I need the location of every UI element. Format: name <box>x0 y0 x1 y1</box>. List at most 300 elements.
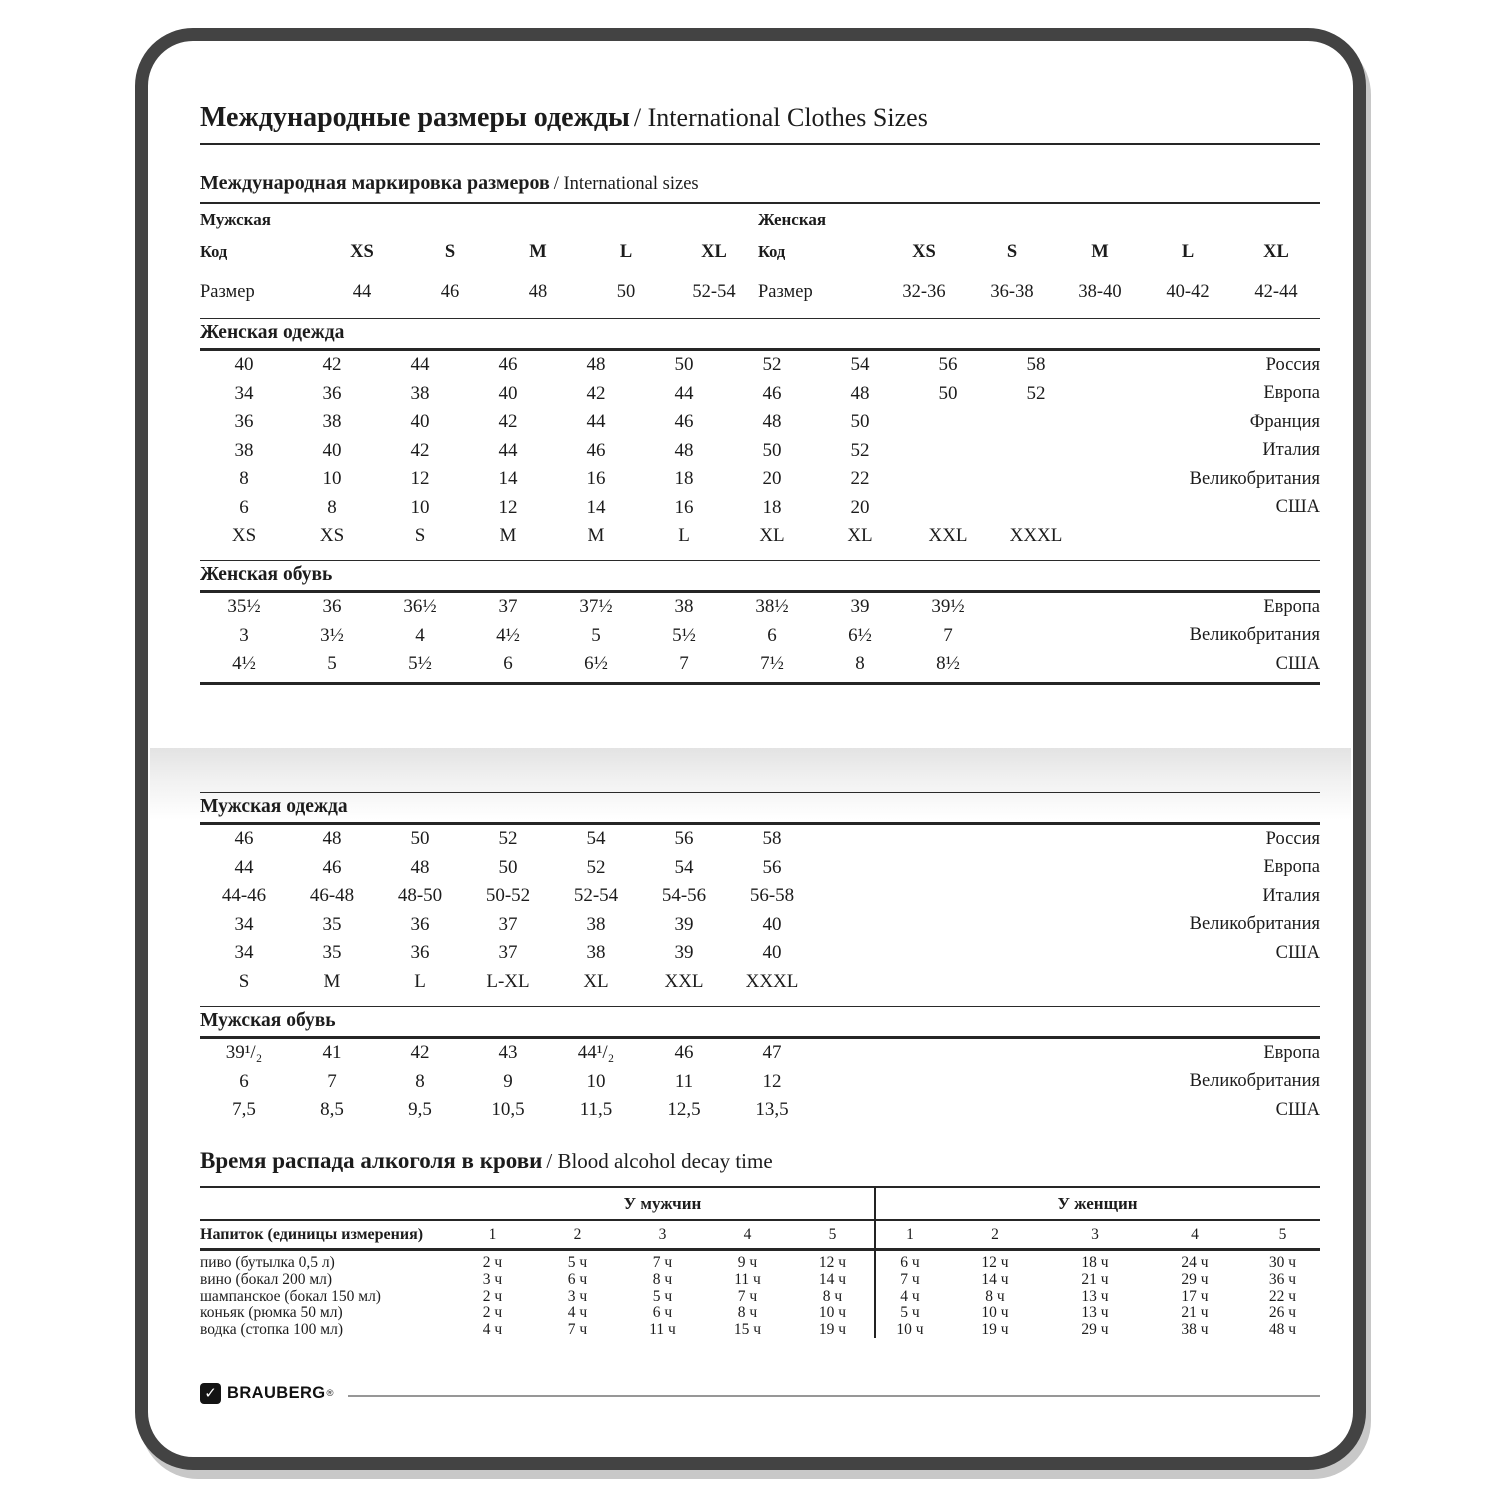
hours-cell: 7 ч <box>567 1321 588 1339</box>
hours-cell: 21 ч <box>1081 1270 1109 1288</box>
hours-cell: 26 ч <box>1268 1304 1297 1322</box>
table-row <box>200 939 1320 968</box>
size-cell: 54 <box>586 828 606 850</box>
size-code-cell: XL <box>701 241 727 262</box>
size-value-cell: 50 <box>616 281 636 302</box>
hours-cell: 3 ч <box>567 1287 588 1305</box>
size-value-cell: 38-40 <box>1078 281 1122 302</box>
size-cell: 46 <box>322 856 342 878</box>
hours-cell: 11 ч <box>649 1321 676 1339</box>
country-label: Франция <box>1249 411 1320 432</box>
hours-cell: 4 ч <box>900 1287 920 1305</box>
size-value-cell: 46 <box>440 281 460 302</box>
size-cell: 7½ <box>760 653 784 675</box>
drink-label: шампанское (бокал 150 мл) <box>200 1287 381 1305</box>
size-cell: 50 <box>938 382 958 404</box>
size-cell: 20 <box>762 468 782 490</box>
size-cell: 16 <box>586 468 606 490</box>
hours-cell: 6 ч <box>900 1254 920 1271</box>
hours-cell: 29 ч <box>1081 1321 1109 1339</box>
size-cell: 40 <box>322 439 342 461</box>
size-cell: 39 <box>674 913 694 935</box>
men-shoes-table <box>200 1039 1320 1125</box>
hours-cell: 3 ч <box>482 1270 503 1288</box>
size-cell: 7 <box>943 624 953 646</box>
table-row <box>200 351 1320 380</box>
country-label: Великобритания <box>1189 625 1320 646</box>
size-cell: 50 <box>498 856 518 878</box>
size-cell: 36 <box>410 913 430 935</box>
hours-cell: 10 ч <box>896 1321 924 1339</box>
size-cell: 50 <box>674 354 694 376</box>
count-header: 4 <box>1191 1225 1199 1243</box>
size-cell: XS <box>319 525 345 547</box>
size-cell: 56 <box>674 828 694 850</box>
table-row <box>200 494 1320 523</box>
size-cell: 12,5 <box>667 1099 701 1121</box>
size-cell: 37 <box>498 913 518 935</box>
size-cell: 36 <box>322 382 342 404</box>
brauberg-check-icon: ✓ <box>200 1383 221 1404</box>
size-cell: 35½ <box>227 596 261 618</box>
size-cell: 38 <box>410 382 430 404</box>
hours-cell: 4 ч <box>482 1321 503 1339</box>
size-cell: 40 <box>762 942 782 964</box>
size-cell: XXL <box>664 970 704 992</box>
code-row-label: Код <box>200 242 228 261</box>
size-cell: 46 <box>674 411 694 433</box>
page-content <box>200 0 1320 1500</box>
size-code-cell: M <box>1091 241 1109 262</box>
country-label: США <box>1275 1099 1320 1120</box>
size-cell: 18 <box>762 496 782 518</box>
country-label: Великобритания <box>1189 914 1320 935</box>
count-header: 3 <box>658 1225 667 1243</box>
drink-column-header: Напиток (единицы измерения) <box>200 1225 424 1243</box>
size-cell: 58 <box>1026 354 1046 376</box>
men-group-label: Мужская <box>200 210 271 229</box>
section-title-marking <box>200 172 1320 204</box>
women-group-header: У женщин <box>1057 1193 1138 1213</box>
size-cell: 3 <box>239 624 249 646</box>
table-row <box>200 1288 1320 1305</box>
size-cell: 8 <box>415 1070 425 1092</box>
hours-cell: 7 ч <box>737 1287 758 1305</box>
count-header: 5 <box>1278 1225 1287 1243</box>
size-code-cell: XL <box>1263 241 1289 262</box>
size-cell: 56 <box>938 354 958 376</box>
size-cell: XL <box>847 525 873 547</box>
table-row <box>200 968 1320 997</box>
size-cell: 6 <box>239 496 249 518</box>
size-cell: 6½ <box>584 653 608 675</box>
hours-cell: 29 ч <box>1181 1270 1209 1288</box>
size-cell: 58 <box>762 828 782 850</box>
size-cell: 44 <box>586 411 606 433</box>
size-value-cell: 40-42 <box>1166 281 1210 302</box>
country-label: США <box>1275 942 1320 963</box>
drink-label: коньяк (рюмка 50 мл) <box>200 1304 343 1322</box>
size-cell: 39 <box>674 942 694 964</box>
size-code-cell: S <box>1006 241 1018 262</box>
size-cell: 8½ <box>936 653 960 675</box>
size-cell: 38 <box>234 439 254 461</box>
size-cell: 46 <box>762 382 782 404</box>
alcohol-group-header-row <box>200 1188 1320 1219</box>
hours-cell: 9 ч <box>737 1254 758 1271</box>
count-header: 2 <box>991 1225 999 1243</box>
size-cell: 46 <box>586 439 606 461</box>
size-cell: 39 <box>850 596 870 618</box>
hours-cell: 38 ч <box>1181 1321 1209 1339</box>
page-title <box>200 102 1320 145</box>
size-cell: 12 <box>410 468 430 490</box>
alcohol-title-ru: Время распада алкоголя в крови <box>200 1148 543 1173</box>
size-cell: 36½ <box>403 596 437 618</box>
hours-cell: 12 ч <box>981 1254 1009 1271</box>
hours-cell: 14 ч <box>818 1270 847 1288</box>
hours-cell: 17 ч <box>1181 1287 1209 1305</box>
men-shoes-section <box>200 1006 1320 1125</box>
size-cell: M <box>499 525 517 547</box>
size-cell: S <box>414 525 426 547</box>
size-cell: XL <box>583 970 609 992</box>
country-label: Европа <box>1263 383 1320 404</box>
count-header: 1 <box>906 1225 914 1243</box>
size-cell: 52 <box>586 856 606 878</box>
size-cell: 38 <box>322 411 342 433</box>
size-cell: 6 <box>767 624 777 646</box>
alcohol-title-en: / Blood alcohol decay time <box>546 1149 773 1173</box>
table-row <box>200 437 1320 466</box>
size-cell: 37 <box>498 942 518 964</box>
size-cell: 52 <box>762 354 782 376</box>
size-cell: 5 <box>327 653 337 675</box>
size-cell: 48-50 <box>397 885 443 907</box>
size-cell: 8 <box>239 468 249 490</box>
size-cell: 46 <box>674 1042 694 1064</box>
hours-cell: 7 ч <box>652 1254 673 1271</box>
hours-cell: 13 ч <box>1081 1287 1109 1305</box>
table-row <box>200 1039 1320 1068</box>
table-row <box>200 825 1320 854</box>
hours-cell: 13 ч <box>1081 1304 1109 1322</box>
table-row <box>200 1271 1320 1288</box>
count-header: 1 <box>488 1225 497 1243</box>
size-cell: 11,5 <box>579 1099 613 1121</box>
size-cell: 16 <box>674 496 694 518</box>
country-label: Европа <box>1263 857 1320 878</box>
hours-cell: 21 ч <box>1181 1304 1209 1322</box>
size-cell: 18 <box>674 468 694 490</box>
men-clothing-header: Мужская одежда <box>200 792 1320 822</box>
brand-name: BRAUBERG <box>227 1384 326 1402</box>
page-title-ru: Международные размеры одежды <box>200 102 630 133</box>
size-cell: 42 <box>410 1042 430 1064</box>
size-cell: XS <box>231 525 257 547</box>
page-title-en: / International Clothes Sizes <box>633 103 928 132</box>
table-row <box>200 882 1320 911</box>
size-cell: 22 <box>850 468 870 490</box>
marking-size-row <box>200 270 1320 314</box>
size-code-cell: M <box>529 241 547 262</box>
size-cell: 8 <box>855 653 865 675</box>
size-cell: 46-48 <box>309 885 355 907</box>
size-cell: 10,5 <box>491 1099 525 1121</box>
table-row <box>200 380 1320 409</box>
size-cell: 5½ <box>672 624 696 646</box>
size-cell: 54 <box>674 856 694 878</box>
size-cell: 8,5 <box>320 1099 344 1121</box>
size-cell: 38 <box>586 913 606 935</box>
hours-cell: 2 ч <box>482 1254 503 1271</box>
men-clothing-section <box>200 792 1320 996</box>
size-cell: 10 <box>586 1070 606 1092</box>
hours-cell: 7 ч <box>900 1270 920 1288</box>
table-row <box>200 408 1320 437</box>
table-row <box>200 1096 1320 1125</box>
hours-cell: 48 ч <box>1268 1321 1297 1339</box>
size-cell: 39¹/₂ <box>225 1042 263 1064</box>
hours-cell: 18 ч <box>1081 1254 1109 1271</box>
size-cell: 36 <box>322 596 342 618</box>
size-cell: 6 <box>239 1070 249 1092</box>
country-label: Великобритания <box>1189 468 1320 489</box>
size-value-cell: 36-38 <box>990 281 1034 302</box>
size-cell: 54 <box>850 354 870 376</box>
table-row <box>200 911 1320 940</box>
size-cell: 36 <box>410 942 430 964</box>
country-label: США <box>1275 653 1320 674</box>
drink-label: пиво (бутылка 0,5 л) <box>200 1254 335 1271</box>
size-row-label: Размер <box>200 281 255 302</box>
size-cell: 46 <box>234 828 254 850</box>
hours-cell: 22 ч <box>1268 1287 1297 1305</box>
women-clothing-table <box>200 351 1320 551</box>
country-label: Италия <box>1262 885 1320 906</box>
women-shoes-section <box>200 560 1320 685</box>
table-row <box>200 522 1320 551</box>
size-cell: 48 <box>850 382 870 404</box>
alcohol-table <box>200 1186 1320 1338</box>
country-label: Великобритания <box>1189 1071 1320 1092</box>
size-cell: 36 <box>234 411 254 433</box>
size-cell: 5 <box>591 624 601 646</box>
size-cell: 52 <box>850 439 870 461</box>
size-cell: 13,5 <box>755 1099 789 1121</box>
size-value-cell: 32-36 <box>902 281 946 302</box>
table-row <box>200 1321 1320 1338</box>
size-cell: 6½ <box>848 624 872 646</box>
size-cell: M <box>323 970 341 992</box>
size-cell: 48 <box>322 828 342 850</box>
size-cell: 9,5 <box>408 1099 432 1121</box>
hours-cell: 10 ч <box>818 1304 847 1322</box>
size-code-cell: XS <box>912 241 936 262</box>
size-cell: 40 <box>410 411 430 433</box>
men-clothing-table <box>200 825 1320 996</box>
size-cell: 52-54 <box>573 885 619 907</box>
hours-cell: 6 ч <box>567 1270 588 1288</box>
hours-cell: 30 ч <box>1268 1254 1297 1271</box>
drink-label: водка (стопка 100 мл) <box>200 1321 343 1339</box>
size-cell: 10 <box>322 468 342 490</box>
count-header: 5 <box>828 1225 837 1243</box>
size-cell: 44 <box>410 354 430 376</box>
size-cell: 7 <box>679 653 689 675</box>
table-row <box>200 854 1320 883</box>
size-cell: 50 <box>410 828 430 850</box>
hours-cell: 11 ч <box>734 1270 761 1288</box>
size-cell: XXXL <box>745 970 799 992</box>
drink-label: вино (бокал 200 мл) <box>200 1270 333 1288</box>
registered-mark: ® <box>326 1388 334 1399</box>
country-label: Италия <box>1262 440 1320 461</box>
size-cell: L <box>678 525 690 547</box>
women-shoes-table <box>200 593 1320 679</box>
size-cell: 48 <box>586 354 606 376</box>
section-title-marking-en: / International sizes <box>553 174 699 194</box>
hours-cell: 5 ч <box>652 1287 673 1305</box>
size-cell: 6 <box>503 653 513 675</box>
size-value-cell: 42-44 <box>1254 281 1298 302</box>
hours-cell: 2 ч <box>482 1304 503 1322</box>
count-header: 3 <box>1091 1225 1099 1243</box>
size-cell: 42 <box>498 411 518 433</box>
size-cell: 34 <box>234 382 254 404</box>
size-cell: 43 <box>498 1042 518 1064</box>
size-cell: 48 <box>762 411 782 433</box>
size-cell: 4 <box>415 624 425 646</box>
hours-cell: 4 ч <box>567 1304 588 1322</box>
size-cell: 56 <box>762 856 782 878</box>
size-cell: 47 <box>762 1042 782 1064</box>
size-code-cell: L <box>619 241 633 262</box>
country-label: США <box>1275 497 1320 518</box>
table-row <box>200 465 1320 494</box>
hours-cell: 8 ч <box>652 1270 673 1288</box>
size-cell: 52 <box>498 828 518 850</box>
size-cell: 4½ <box>496 624 520 646</box>
women-clothing-header: Женская одежда <box>200 318 1320 348</box>
size-cell: 35 <box>322 942 342 964</box>
size-cell: 34 <box>234 942 254 964</box>
table-row <box>200 622 1320 651</box>
marking-gender-row <box>200 206 1320 234</box>
size-code-cell: XS <box>350 241 374 262</box>
size-cell: 5½ <box>408 653 432 675</box>
size-cell: 52 <box>1026 382 1046 404</box>
country-label: Россия <box>1265 354 1320 375</box>
size-cell: 42 <box>322 354 342 376</box>
size-cell: XL <box>759 525 785 547</box>
size-cell: 9 <box>503 1070 513 1092</box>
size-cell: 50-52 <box>485 885 531 907</box>
count-header: 4 <box>743 1225 752 1243</box>
size-cell: 50 <box>850 411 870 433</box>
hours-cell: 8 ч <box>985 1287 1005 1305</box>
size-cell: 14 <box>498 468 518 490</box>
section-title-marking-ru: Международная маркировка размеров <box>200 172 550 194</box>
size-cell: 7,5 <box>232 1099 256 1121</box>
size-cell: XXL <box>928 525 968 547</box>
marking-table <box>200 206 1320 314</box>
size-cell: 35 <box>322 913 342 935</box>
size-value-cell: 52-54 <box>692 281 736 302</box>
size-cell: 4½ <box>232 653 256 675</box>
size-row-label: Размер <box>758 281 813 302</box>
hours-cell: 8 ч <box>737 1304 758 1322</box>
hours-cell: 5 ч <box>567 1254 588 1271</box>
women-group-label: Женская <box>758 210 827 229</box>
size-cell: L-XL <box>486 970 530 992</box>
size-cell: L <box>414 970 426 992</box>
size-cell: 10 <box>410 496 430 518</box>
size-cell: 42 <box>586 382 606 404</box>
women-shoes-header: Женская обувь <box>200 560 1320 590</box>
size-cell: 41 <box>322 1042 342 1064</box>
country-label: Россия <box>1265 828 1320 849</box>
alcohol-table-body <box>200 1251 1320 1338</box>
men-women-divider <box>874 1187 876 1338</box>
rule <box>200 682 1320 685</box>
hours-cell: 12 ч <box>818 1254 847 1271</box>
size-cell: 37½ <box>579 596 613 618</box>
brand-footer <box>200 1383 1320 1404</box>
hours-cell: 10 ч <box>981 1304 1009 1322</box>
table-row <box>200 593 1320 622</box>
table-row <box>200 650 1320 679</box>
footer-line <box>348 1395 1320 1397</box>
size-code-cell: L <box>1181 241 1195 262</box>
size-cell: 42 <box>410 439 430 461</box>
hours-cell: 6 ч <box>652 1304 673 1322</box>
hours-cell: 19 ч <box>818 1321 847 1339</box>
size-cell: 38 <box>586 942 606 964</box>
size-value-cell: 44 <box>352 281 372 302</box>
table-row <box>200 1304 1320 1321</box>
country-label: Европа <box>1263 596 1320 617</box>
hours-cell: 2 ч <box>482 1287 503 1305</box>
size-cell: 3½ <box>320 624 344 646</box>
table-row <box>200 1254 1320 1271</box>
size-cell: 20 <box>850 496 870 518</box>
size-cell: 50 <box>762 439 782 461</box>
size-cell: 12 <box>498 496 518 518</box>
code-row-label: Код <box>758 242 786 261</box>
women-clothing-section <box>200 318 1320 551</box>
hours-cell: 5 ч <box>900 1304 920 1322</box>
size-cell: M <box>587 525 605 547</box>
alcohol-section-title <box>200 1148 1320 1174</box>
alcohol-count-header-row <box>200 1221 1320 1248</box>
hours-cell: 24 ч <box>1181 1254 1209 1271</box>
size-cell: 34 <box>234 913 254 935</box>
size-cell: 8 <box>327 496 337 518</box>
size-value-cell: 48 <box>528 281 548 302</box>
size-cell: 40 <box>498 382 518 404</box>
table-row <box>200 1068 1320 1097</box>
size-cell: 44¹/₂ <box>577 1042 615 1064</box>
size-cell: 38½ <box>755 596 789 618</box>
size-cell: 44 <box>498 439 518 461</box>
hours-cell: 8 ч <box>822 1287 843 1305</box>
size-cell: 46 <box>498 354 518 376</box>
men-shoes-header: Мужская обувь <box>200 1006 1320 1036</box>
size-cell: 48 <box>674 439 694 461</box>
hours-cell: 14 ч <box>981 1270 1009 1288</box>
hours-cell: 15 ч <box>733 1321 762 1339</box>
